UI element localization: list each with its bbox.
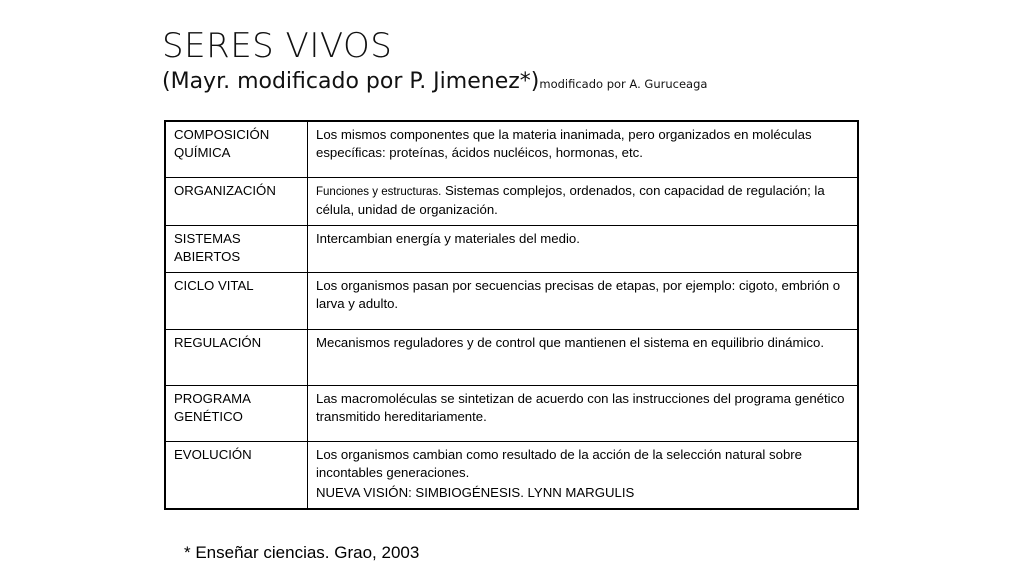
table-row [165, 441, 858, 509]
row-term: REGULACIÓN [165, 329, 308, 385]
row-description-text: Sistemas complejos, ordenados, con capacidad de regulación; la célula, unidad de organización. [316, 182, 825, 217]
row-description: Mecanismos reguladores y de control que mantienen el sistema en equilibrio dinámico. [308, 329, 859, 385]
table-row [165, 121, 858, 177]
row-description: Las macromoléculas se sintetizan de acuerdo con las instrucciones del programa genético transmitido hereditariamente. [308, 385, 859, 441]
row-description: Los organismos pasan por secuencias precisas de etapas, por ejemplo: cigoto, embrión o larva y adulto. [308, 272, 859, 329]
row-term: EVOLUCIÓN [165, 441, 308, 509]
slide-title: SERES VIVOS [162, 26, 393, 66]
row-description: Los mismos componentes que la materia inanimada, pero organizados en moléculas específicas: proteínas, ácidos nucléicos, hormonas, etc. [308, 121, 859, 177]
table-row [165, 177, 858, 225]
table-row [165, 272, 858, 329]
subtitle-small: modificado por A. Guruceaga [539, 77, 708, 91]
row-description [308, 441, 859, 509]
row-description: Intercambian energía y materiales del medio. [308, 225, 859, 272]
subtitle-main: (Mayr. modificado por P. Jimenez*) [162, 69, 540, 94]
row-term: PROGRAMA GENÉTICO [165, 385, 308, 441]
row-description-extra: NUEVA VISIÓN: SIMBIOGÉNESIS. LYNN MARGULIS [316, 484, 635, 500]
row-term: ORGANIZACIÓN [165, 177, 308, 225]
row-term: SISTEMAS ABIERTOS [165, 225, 308, 272]
source-citation: * Enseñar ciencias. Grao, 2003 [184, 543, 420, 562]
table-row [165, 385, 858, 441]
concepts-table [164, 120, 859, 510]
slide-title-block [162, 26, 1002, 98]
row-description [308, 177, 859, 225]
row-term: COMPOSICIÓN QUÍMICA [165, 121, 308, 177]
row-term: CICLO VITAL [165, 272, 308, 329]
slide-subtitle [162, 68, 1002, 98]
row-description-text: Los organismos cambian como resultado de la acción de la selección natural sobre incontables generaciones. [316, 446, 803, 480]
table-row [165, 329, 858, 385]
table-row [165, 225, 858, 272]
row-description-small: Funciones y estructuras. [316, 185, 442, 198]
